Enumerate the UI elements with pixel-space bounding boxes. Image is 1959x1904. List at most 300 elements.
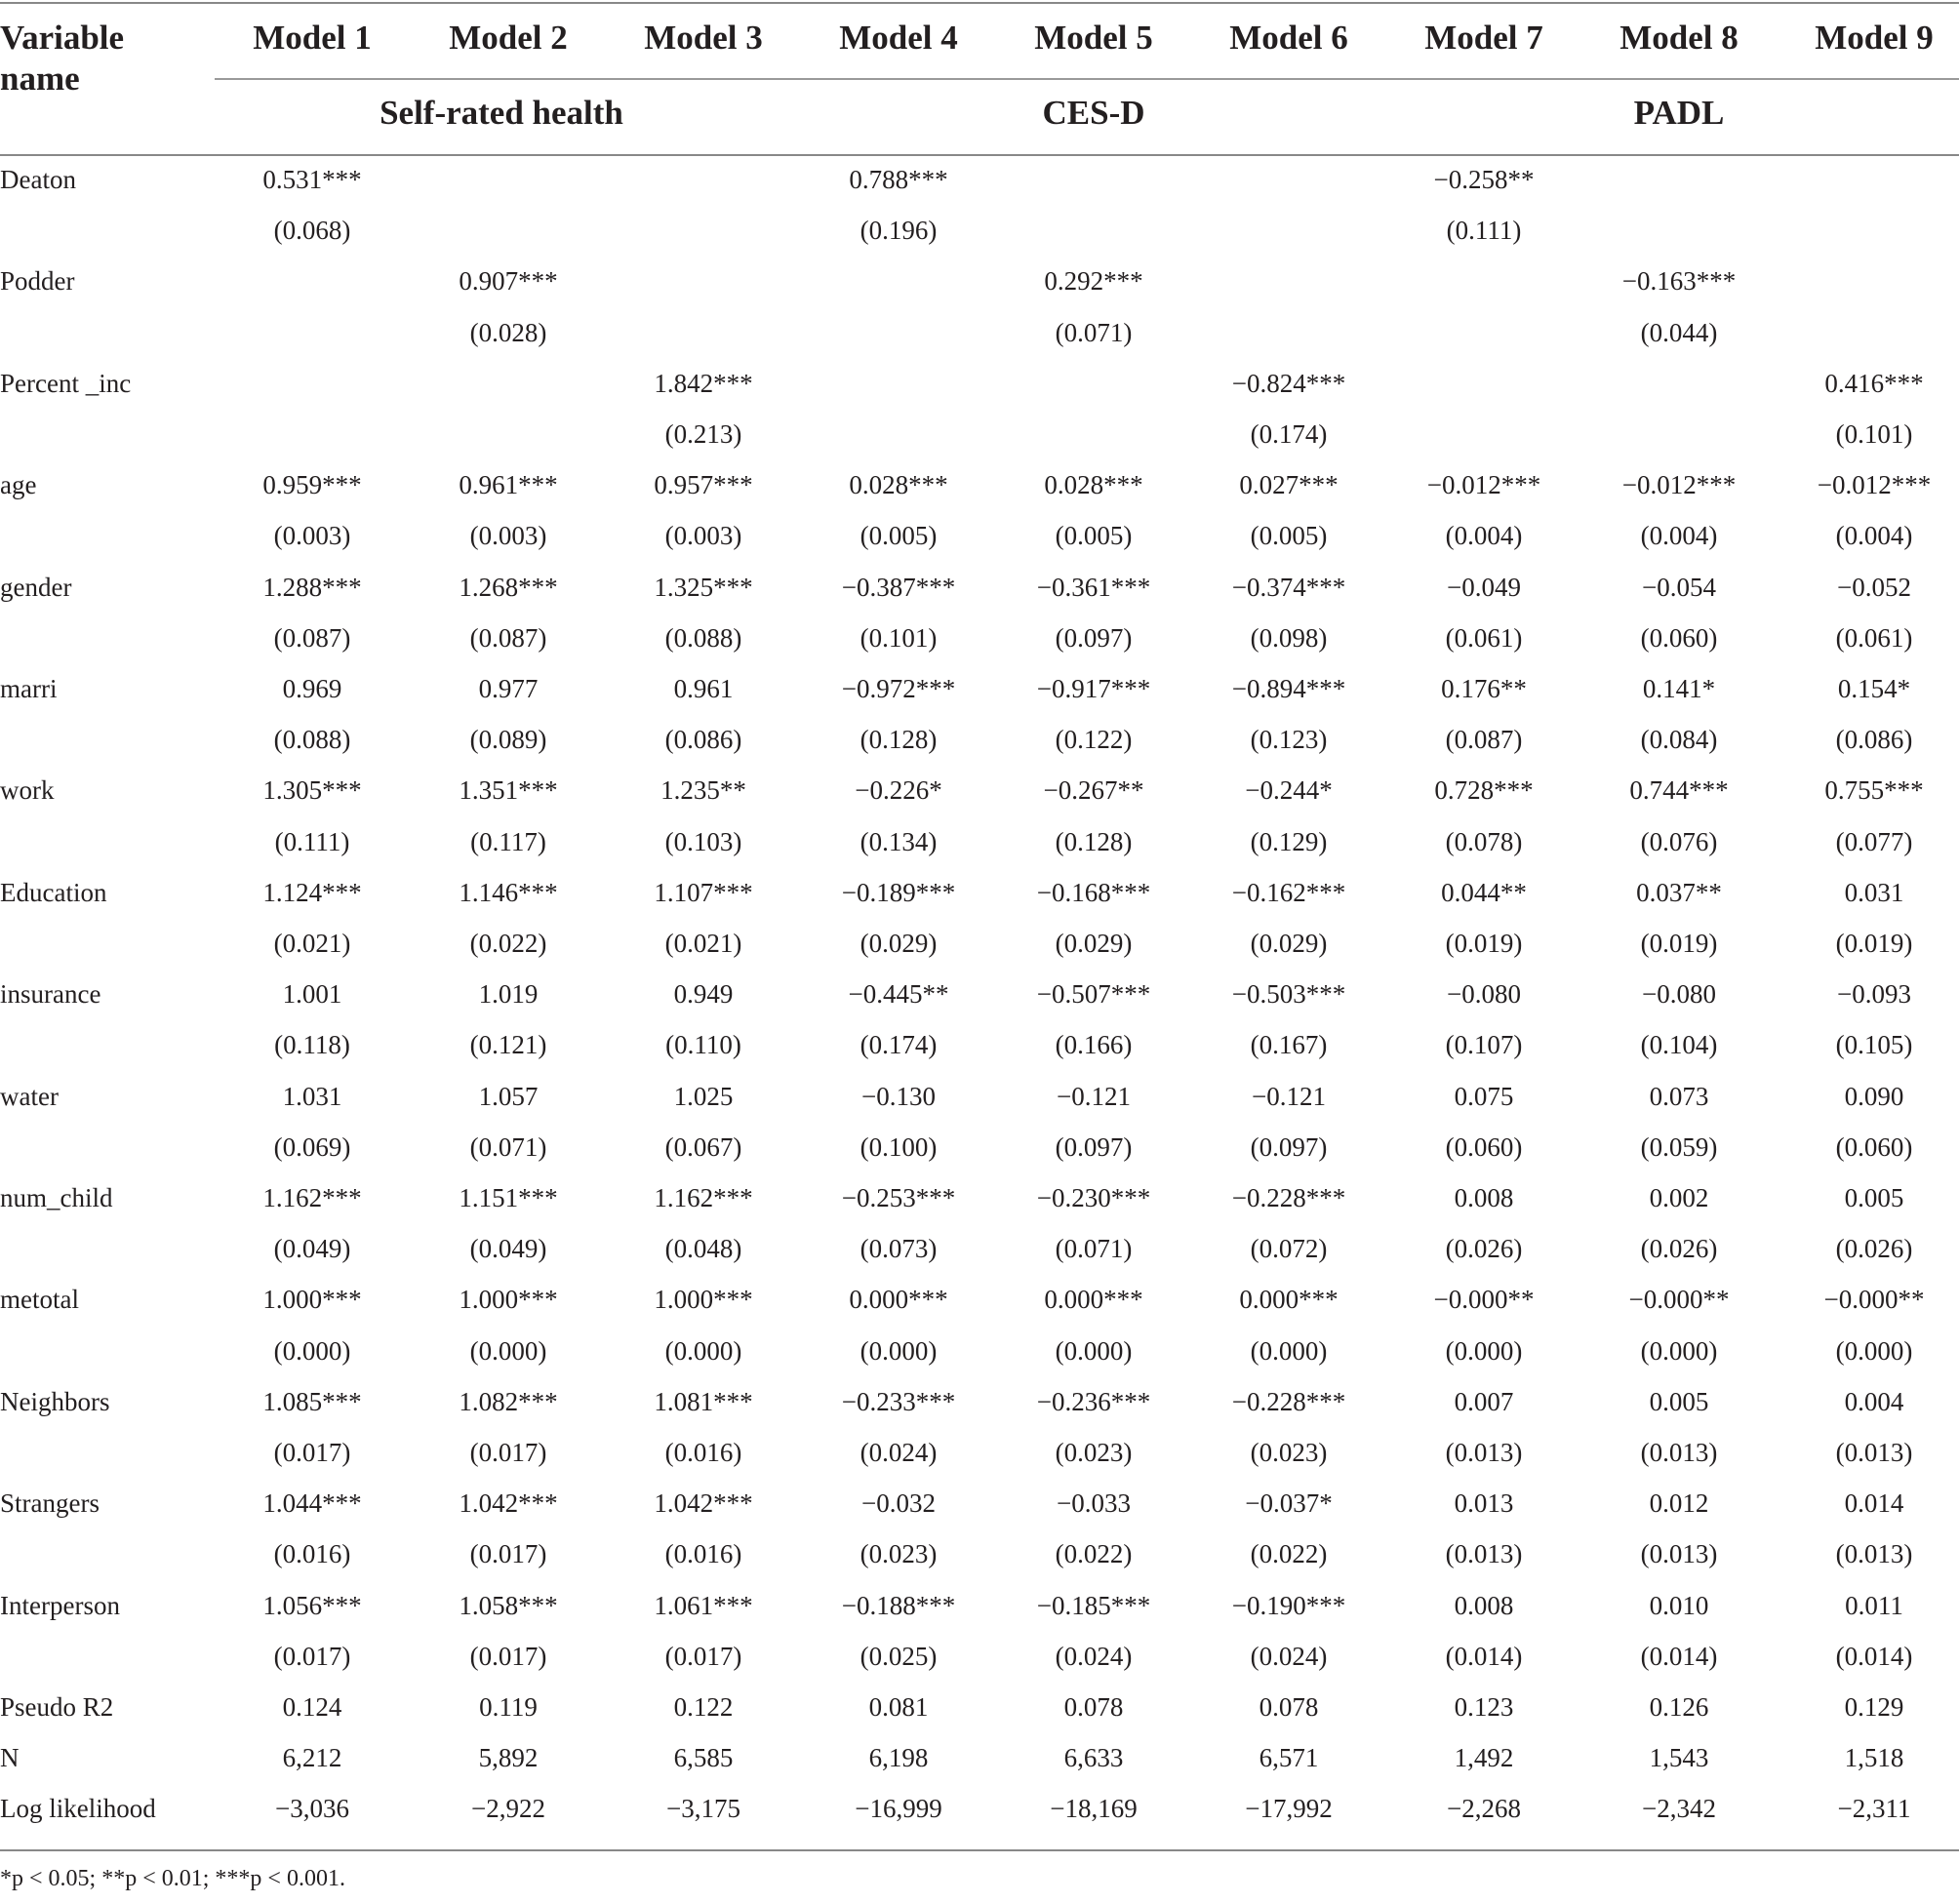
table-cell: 1.842*** — [654, 368, 753, 398]
table-row — [0, 562, 1959, 613]
table-cell: −0.387*** — [841, 572, 956, 602]
table-cell: −0.032 — [861, 1488, 936, 1519]
table-cell: 0.028*** — [1044, 470, 1143, 500]
table-cell: 0.008 — [1454, 1183, 1514, 1212]
table-cell: −0.228*** — [1231, 1183, 1346, 1212]
table-cell: 0.073 — [1649, 1081, 1709, 1111]
table-row — [0, 1376, 1959, 1427]
table-cell: 1.107*** — [654, 877, 753, 907]
table-cell: (0.000) — [664, 1335, 742, 1366]
table-cell: 0.031 — [1844, 877, 1904, 907]
table-cell: −0.361*** — [1036, 572, 1151, 602]
table-cell: 0.044** — [1441, 877, 1527, 907]
table-cell: 0.028*** — [849, 470, 948, 500]
table-cell: −0.233*** — [841, 1386, 956, 1416]
table-cell: (0.174) — [860, 1030, 938, 1060]
table-cell: −0.052 — [1837, 572, 1911, 602]
table-cell: −0.162*** — [1231, 877, 1346, 907]
table-cell: 0.788*** — [849, 165, 948, 194]
row-label: gender — [0, 572, 72, 602]
table-cell: (0.061) — [1835, 622, 1913, 653]
table-cell: 0.010 — [1649, 1590, 1709, 1620]
table-cell: 0.531*** — [262, 165, 362, 194]
table-row — [0, 1478, 1959, 1528]
table-row-se — [0, 1631, 1959, 1682]
table-row — [0, 459, 1959, 510]
table-cell: (0.013) — [1835, 1438, 1913, 1467]
table-row-se — [0, 714, 1959, 765]
table-cell: −0.190*** — [1231, 1590, 1346, 1620]
table-cell: (0.078) — [1445, 826, 1523, 856]
table-cell: 1.162*** — [654, 1183, 753, 1212]
table-cell: (0.017) — [469, 1438, 547, 1467]
table-cell: 1.235** — [660, 775, 746, 806]
table-cell: 1.000*** — [262, 1285, 362, 1315]
table-cell: 0.949 — [673, 979, 734, 1010]
row-label: Log likelihood — [0, 1794, 156, 1824]
table-row — [0, 969, 1959, 1019]
table-cell: (0.026) — [1640, 1234, 1718, 1264]
table-cell: −0.258** — [1433, 165, 1535, 194]
table-cell: (0.021) — [273, 929, 351, 958]
table-cell: (0.087) — [1445, 725, 1523, 755]
table-bottom-rule — [0, 1849, 1959, 1851]
table-cell: (0.022) — [1250, 1539, 1328, 1569]
table-cell: (0.101) — [1835, 419, 1913, 449]
table-cell: 0.126 — [1649, 1692, 1709, 1722]
table-cell: (0.014) — [1445, 1641, 1523, 1671]
model-header-3: Model 3 — [644, 19, 763, 57]
table-cell: 0.037** — [1636, 877, 1722, 907]
table-row — [0, 1580, 1959, 1631]
table-cell: (0.017) — [273, 1438, 351, 1467]
table-cell: −2,268 — [1447, 1794, 1521, 1824]
table-cell: 1.082*** — [459, 1386, 558, 1416]
table-cell: −0.012*** — [1817, 470, 1932, 500]
row-label: Deaton — [0, 165, 76, 194]
table-cell: 0.008 — [1454, 1590, 1514, 1620]
table-cell: −0.080 — [1447, 979, 1521, 1010]
table-cell: (0.026) — [1445, 1234, 1523, 1264]
table-cell: −0.267** — [1043, 775, 1144, 806]
table-cell: (0.000) — [1055, 1335, 1133, 1366]
table-cell: 1.019 — [478, 979, 539, 1010]
table-cell: (0.023) — [860, 1539, 938, 1569]
table-cell: (0.022) — [469, 929, 547, 958]
table-cell: 0.078 — [1259, 1692, 1319, 1722]
table-cell: 6,633 — [1063, 1743, 1124, 1773]
table-cell: 0.961 — [673, 674, 734, 703]
table-cell: (0.013) — [1445, 1539, 1523, 1569]
table-row — [0, 765, 1959, 815]
table-cell: −0.972*** — [841, 674, 956, 703]
table-cell: −0.228*** — [1231, 1386, 1346, 1416]
model-header-2: Model 2 — [449, 19, 568, 57]
table-cell: (0.060) — [1640, 622, 1718, 653]
variable-name-header: Variable name — [0, 19, 125, 98]
table-cell: 1.061*** — [654, 1590, 753, 1620]
table-cell: (0.014) — [1835, 1641, 1913, 1671]
table-row-se — [0, 307, 1959, 358]
table-cell: (0.005) — [860, 521, 938, 551]
table-cell: 0.007 — [1454, 1386, 1514, 1416]
table-cell: −0.163*** — [1621, 266, 1737, 297]
table-cell: 1.031 — [282, 1081, 342, 1111]
table-cell: (0.017) — [469, 1641, 547, 1671]
table-cell: −18,169 — [1050, 1794, 1138, 1824]
table-cell: 1.042*** — [654, 1488, 753, 1519]
table-cell: (0.077) — [1835, 826, 1913, 856]
table-cell: 0.416*** — [1824, 368, 1924, 398]
table-cell: −0.054 — [1642, 572, 1716, 602]
table-cell: (0.097) — [1055, 622, 1133, 653]
table-cell: (0.073) — [860, 1234, 938, 1264]
table-cell: (0.061) — [1445, 622, 1523, 653]
table-cell: (0.024) — [1250, 1641, 1328, 1671]
table-cell: (0.026) — [1835, 1234, 1913, 1264]
table-cell: 0.124 — [282, 1692, 342, 1722]
table-cell: 0.119 — [479, 1692, 538, 1722]
table-cell: (0.023) — [1250, 1438, 1328, 1467]
table-cell: (0.107) — [1445, 1030, 1523, 1060]
table-cell: (0.087) — [273, 622, 351, 653]
table-cell: 1.081*** — [654, 1386, 753, 1416]
table-cell: (0.000) — [1835, 1335, 1913, 1366]
table-row-se — [0, 1528, 1959, 1579]
table-row — [0, 867, 1959, 918]
table-row — [0, 1682, 1959, 1732]
table-cell: −0.503*** — [1231, 979, 1346, 1010]
table-cell: (0.013) — [1835, 1539, 1913, 1569]
table-row — [0, 663, 1959, 714]
table-cell: −0.049 — [1447, 572, 1521, 602]
table-cell: (0.013) — [1445, 1438, 1523, 1467]
table-cell: (0.022) — [1055, 1539, 1133, 1569]
table-cell: −0.130 — [861, 1081, 936, 1111]
table-cell: (0.028) — [469, 317, 547, 347]
model-header-6: Model 6 — [1229, 19, 1348, 57]
table-cell: 0.907*** — [459, 266, 558, 297]
table-cell: (0.003) — [469, 521, 547, 551]
table-cell: (0.071) — [1055, 317, 1133, 347]
table-cell: (0.067) — [664, 1131, 742, 1162]
table-cell: (0.105) — [1835, 1030, 1913, 1060]
table-cell: (0.019) — [1835, 929, 1913, 958]
table-cell: 0.014 — [1844, 1488, 1904, 1519]
table-cell: (0.084) — [1640, 725, 1718, 755]
model-header-5: Model 5 — [1034, 19, 1153, 57]
row-label: insurance — [0, 979, 101, 1010]
row-label: Interperson — [0, 1590, 120, 1620]
table-cell: (0.121) — [469, 1030, 547, 1060]
table-cell: 0.075 — [1454, 1081, 1514, 1111]
table-cell: (0.086) — [664, 725, 742, 755]
table-cell: −0.033 — [1057, 1488, 1131, 1519]
table-cell: (0.059) — [1640, 1131, 1718, 1162]
table-cell: −0.185*** — [1036, 1590, 1151, 1620]
table-cell: 1,543 — [1649, 1743, 1709, 1773]
table-cell: 0.000*** — [849, 1285, 948, 1315]
table-cell: 1.146*** — [459, 877, 558, 907]
table-cell: 6,198 — [868, 1743, 929, 1773]
table-cell: (0.048) — [664, 1234, 742, 1264]
table-cell: 1.000*** — [654, 1285, 753, 1315]
table-cell: 1.044*** — [262, 1488, 362, 1519]
table-row-se — [0, 205, 1959, 256]
table-cell: 1,518 — [1844, 1743, 1904, 1773]
table-cell: −0.507*** — [1036, 979, 1151, 1010]
table-cell: (0.000) — [860, 1335, 938, 1366]
group-header-ces-d: CES-D — [1042, 94, 1145, 132]
table-cell: 0.961*** — [459, 470, 558, 500]
row-label: water — [0, 1081, 59, 1111]
table-cell: (0.129) — [1250, 826, 1328, 856]
table-cell: 0.292*** — [1044, 266, 1143, 297]
table-cell: (0.072) — [1250, 1234, 1328, 1264]
table-cell: 0.013 — [1454, 1488, 1514, 1519]
table-cell: (0.024) — [860, 1438, 938, 1467]
table-cell: (0.086) — [1835, 725, 1913, 755]
table-cell: 1.351*** — [459, 775, 558, 806]
table-cell: (0.005) — [1250, 521, 1328, 551]
table-cell: 1.001 — [282, 979, 342, 1010]
table-cell: 1.025 — [673, 1081, 734, 1111]
table-cell: (0.110) — [665, 1030, 741, 1060]
table-cell: (0.111) — [274, 826, 350, 856]
table-cell: 0.005 — [1844, 1183, 1904, 1212]
group-header-self-rated-health: Self-rated health — [380, 94, 623, 132]
table-cell: (0.004) — [1835, 521, 1913, 551]
row-label: Pseudo R2 — [0, 1692, 114, 1722]
table-cell: 1.057 — [478, 1081, 539, 1111]
table-cell: (0.023) — [1055, 1438, 1133, 1467]
table-cell: 5,892 — [478, 1743, 539, 1773]
table-cell: −3,036 — [275, 1794, 349, 1824]
table-cell: (0.166) — [1055, 1030, 1133, 1060]
row-label: age — [0, 470, 37, 500]
table-cell: −0.168*** — [1036, 877, 1151, 907]
significance-footnote: *p < 0.05; **p < 0.01; ***p < 0.001. — [0, 1866, 345, 1891]
table-cell: (0.003) — [273, 521, 351, 551]
table-cell: −0.080 — [1642, 979, 1716, 1010]
table-cell: (0.044) — [1640, 317, 1718, 347]
table-cell: −0.037* — [1245, 1488, 1333, 1519]
table-row-se — [0, 918, 1959, 969]
table-cell: 0.005 — [1649, 1386, 1709, 1416]
table-cell: (0.068) — [273, 216, 351, 246]
table-cell: 0.129 — [1844, 1692, 1904, 1722]
table-cell: (0.019) — [1445, 929, 1523, 958]
table-cell: (0.014) — [1640, 1641, 1718, 1671]
table-cell: −0.445** — [848, 979, 949, 1010]
table-row-se — [0, 613, 1959, 663]
model-header-8: Model 8 — [1619, 19, 1739, 57]
row-label: Education — [0, 877, 107, 907]
row-label: metotal — [0, 1285, 79, 1315]
table-cell: (0.071) — [469, 1131, 547, 1162]
table-cell: (0.025) — [860, 1641, 938, 1671]
table-cell: −0.012*** — [1621, 470, 1737, 500]
table-cell: 0.011 — [1845, 1590, 1903, 1620]
table-row-se — [0, 1122, 1959, 1172]
table-cell: 1,492 — [1454, 1743, 1514, 1773]
table-row — [0, 1783, 1959, 1834]
table-cell: (0.117) — [470, 826, 546, 856]
table-cell: −0.253*** — [841, 1183, 956, 1212]
table-row — [0, 154, 1959, 205]
table-cell: −0.121 — [1252, 1081, 1326, 1111]
table-cell: −0.244* — [1245, 775, 1333, 806]
table-cell: (0.005) — [1055, 521, 1133, 551]
table-cell: −0.894*** — [1231, 674, 1346, 703]
table-cell: (0.000) — [1445, 1335, 1523, 1366]
table-cell: (0.013) — [1640, 1539, 1718, 1569]
table-cell: 0.141* — [1642, 674, 1716, 703]
table-cell: 1.056*** — [262, 1590, 362, 1620]
row-label: marri — [0, 674, 58, 703]
table-cell: −2,311 — [1837, 1794, 1911, 1824]
table-cell: 0.123 — [1454, 1692, 1514, 1722]
table-cell: 0.176** — [1441, 674, 1527, 703]
table-cell: (0.013) — [1640, 1438, 1718, 1467]
table-cell: 1.058*** — [459, 1590, 558, 1620]
table-cell: −0.121 — [1057, 1081, 1131, 1111]
table-row-se — [0, 816, 1959, 867]
table-cell: −2,342 — [1642, 1794, 1716, 1824]
table-cell: (0.128) — [860, 725, 938, 755]
row-label: Strangers — [0, 1488, 100, 1519]
table-cell: (0.100) — [860, 1131, 938, 1162]
table-cell: −0.093 — [1837, 979, 1911, 1010]
table-cell: −0.236*** — [1036, 1386, 1151, 1416]
table-row — [0, 256, 1959, 306]
table-cell: (0.000) — [273, 1335, 351, 1366]
table-cell: (0.134) — [860, 826, 938, 856]
table-cell: 1.085*** — [262, 1386, 362, 1416]
table-row — [0, 1071, 1959, 1122]
table-cell: (0.123) — [1250, 725, 1328, 755]
table-cell: (0.049) — [273, 1234, 351, 1264]
table-cell: 6,585 — [673, 1743, 734, 1773]
table-cell: −2,922 — [471, 1794, 545, 1824]
table-cell: (0.019) — [1640, 929, 1718, 958]
table-row-se — [0, 510, 1959, 561]
model-header-9: Model 9 — [1815, 19, 1934, 57]
table-cell: (0.060) — [1835, 1131, 1913, 1162]
top-rule — [0, 2, 1959, 4]
table-cell: (0.016) — [664, 1539, 742, 1569]
table-cell: 0.078 — [1063, 1692, 1124, 1722]
table-cell: (0.029) — [1055, 929, 1133, 958]
group-header-padl: PADL — [1633, 94, 1725, 132]
table-cell: 1.305*** — [262, 775, 362, 806]
table-cell: (0.104) — [1640, 1030, 1718, 1060]
table-cell: −0.000** — [1628, 1285, 1730, 1315]
table-cell: 0.154* — [1837, 674, 1911, 703]
table-cell: (0.087) — [469, 622, 547, 653]
table-cell: (0.088) — [664, 622, 742, 653]
table-cell: (0.017) — [469, 1539, 547, 1569]
table-cell: 0.000*** — [1044, 1285, 1143, 1315]
table-cell: (0.017) — [273, 1641, 351, 1671]
table-cell: −0.230*** — [1036, 1183, 1151, 1212]
table-cell: 0.755*** — [1824, 775, 1924, 806]
table-cell: (0.101) — [860, 622, 938, 653]
table-cell: 0.002 — [1649, 1183, 1709, 1212]
table-cell: 1.288*** — [262, 572, 362, 602]
table-cell: (0.024) — [1055, 1641, 1133, 1671]
table-cell: 0.027*** — [1239, 470, 1339, 500]
table-row — [0, 1274, 1959, 1325]
table-cell: 0.004 — [1844, 1386, 1904, 1416]
table-cell: −0.000** — [1433, 1285, 1535, 1315]
table-cell: (0.029) — [1250, 929, 1328, 958]
table-cell: −16,999 — [855, 1794, 942, 1824]
table-cell: (0.167) — [1250, 1030, 1328, 1060]
table-cell: −0.824*** — [1231, 368, 1346, 398]
table-cell: −0.226* — [855, 775, 942, 806]
table-cell: 1.151*** — [459, 1183, 558, 1212]
table-cell: 6,571 — [1259, 1743, 1319, 1773]
table-cell: (0.071) — [1055, 1234, 1133, 1264]
table-cell: 1.124*** — [262, 877, 362, 907]
table-cell: (0.128) — [1055, 826, 1133, 856]
row-label: N — [0, 1743, 20, 1773]
table-row-se — [0, 1019, 1959, 1070]
table-row — [0, 358, 1959, 409]
table-cell: −0.917*** — [1036, 674, 1151, 703]
table-cell: 1.042*** — [459, 1488, 558, 1519]
table-row — [0, 1732, 1959, 1783]
model-header-4: Model 4 — [839, 19, 958, 57]
row-label: Podder — [0, 266, 75, 297]
table-cell: (0.004) — [1640, 521, 1718, 551]
table-cell: (0.111) — [1446, 216, 1522, 246]
table-cell: (0.213) — [664, 419, 742, 449]
table-cell: (0.049) — [469, 1234, 547, 1264]
table-cell: −0.000** — [1823, 1285, 1925, 1315]
table-cell: −0.188*** — [841, 1590, 956, 1620]
table-cell: (0.069) — [273, 1131, 351, 1162]
table-cell: (0.000) — [469, 1335, 547, 1366]
row-label: Percent _inc — [0, 368, 132, 398]
table-cell: 0.122 — [673, 1692, 734, 1722]
table-cell: (0.089) — [469, 725, 547, 755]
table-cell: −0.374*** — [1231, 572, 1346, 602]
table-cell: (0.004) — [1445, 521, 1523, 551]
table-cell: (0.000) — [1250, 1335, 1328, 1366]
row-label: work — [0, 775, 55, 806]
table-cell: −0.012*** — [1426, 470, 1541, 500]
table-cell: (0.122) — [1055, 725, 1133, 755]
table-cell: (0.029) — [860, 929, 938, 958]
table-cell: (0.000) — [1640, 1335, 1718, 1366]
table-cell: (0.097) — [1055, 1131, 1133, 1162]
table-cell: 1.268*** — [459, 572, 558, 602]
table-cell: 0.012 — [1649, 1488, 1709, 1519]
table-cell: (0.174) — [1250, 419, 1328, 449]
table-cell: 0.728*** — [1434, 775, 1534, 806]
model-header-1: Model 1 — [253, 19, 372, 57]
table-cell: (0.076) — [1640, 826, 1718, 856]
table-cell: (0.060) — [1445, 1131, 1523, 1162]
table-cell: −17,992 — [1245, 1794, 1333, 1824]
table-cell: (0.118) — [274, 1030, 350, 1060]
table-cell: −3,175 — [666, 1794, 740, 1824]
table-cell: 1.000*** — [459, 1285, 558, 1315]
table-cell: (0.097) — [1250, 1131, 1328, 1162]
row-label: Neighbors — [0, 1386, 110, 1416]
